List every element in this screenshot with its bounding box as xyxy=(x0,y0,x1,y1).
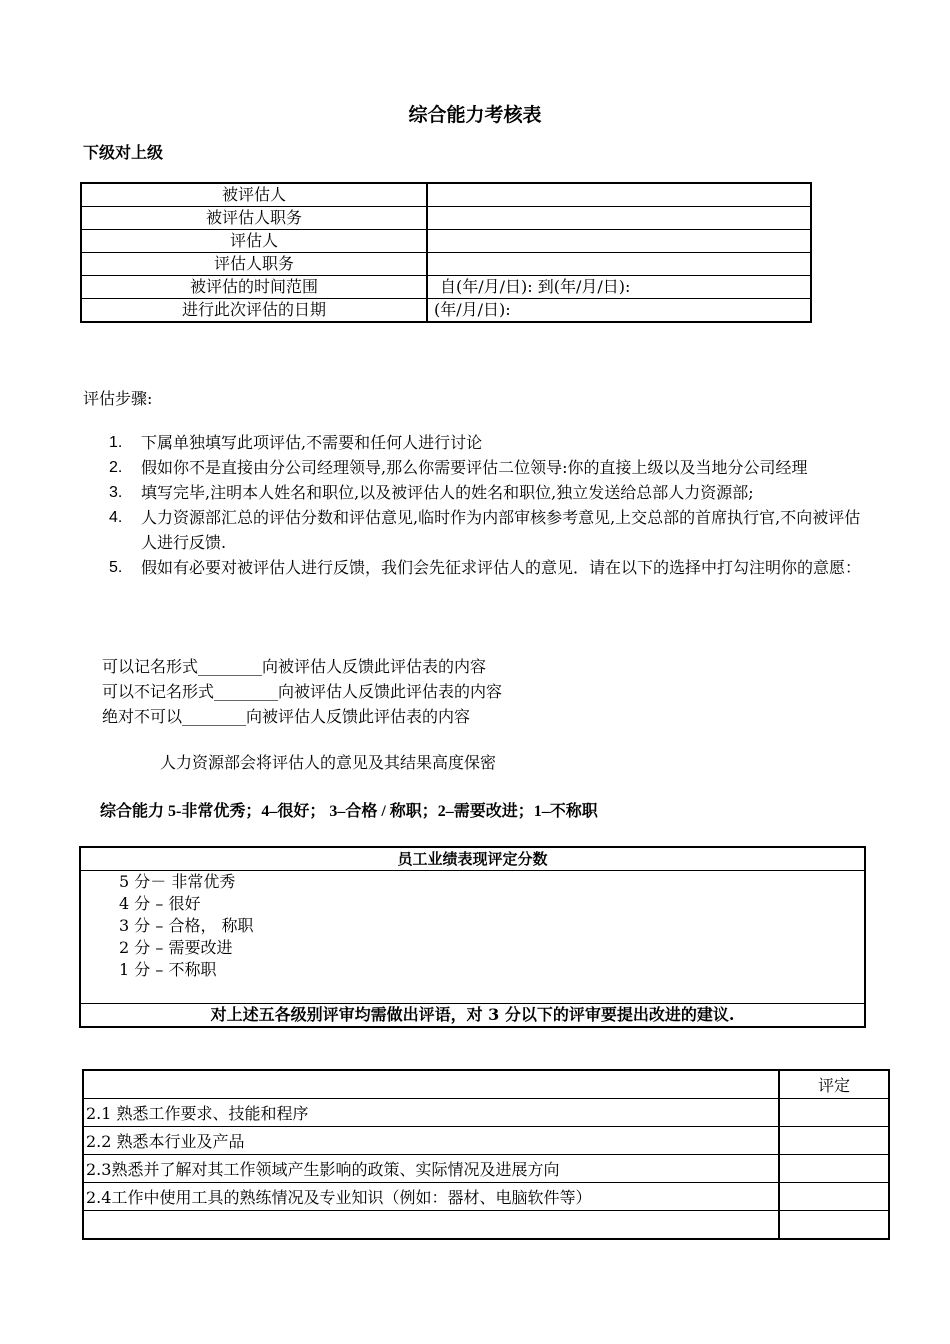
score-level: 5 分－ 非常优秀 xyxy=(119,872,236,891)
feedback-option-anonymous[interactable]: 可以不记名形式________向被评估人反馈此评估表的内容 xyxy=(102,682,503,701)
info-label: 评估人职务 xyxy=(81,253,427,276)
table-row xyxy=(83,1127,889,1155)
list-item xyxy=(109,505,869,555)
feedback-option-none[interactable]: 绝对不可以________向被评估人反馈此评估表的内容 xyxy=(102,707,471,726)
eval-item: 2.2 熟悉本行业及产品 xyxy=(83,1127,779,1155)
info-value-field[interactable]: (年/月/日): xyxy=(427,299,811,323)
table-row xyxy=(81,230,811,253)
rating-field[interactable] xyxy=(779,1127,889,1155)
eval-header-blank xyxy=(83,1070,779,1099)
step-number: 1. xyxy=(109,434,123,451)
table-row xyxy=(83,1211,889,1240)
table-row xyxy=(83,1183,889,1211)
info-value-field[interactable] xyxy=(427,183,811,207)
evaluation-table xyxy=(82,1069,890,1240)
rating-scale-line: 综合能力 5-非常优秀；4–很好； 3–合格 / 称职；2–需要改进；1–不称职 xyxy=(100,803,598,820)
info-value-field[interactable] xyxy=(427,207,811,230)
info-value-field[interactable] xyxy=(427,253,811,276)
list-item xyxy=(109,430,869,455)
info-table xyxy=(80,182,812,323)
info-value-field[interactable] xyxy=(427,230,811,253)
step-number: 2. xyxy=(109,459,123,476)
table-row xyxy=(81,299,811,323)
steps-list xyxy=(109,430,869,580)
list-item xyxy=(109,455,869,480)
rating-column-header: 评定 xyxy=(779,1070,889,1099)
info-label: 进行此次评估的日期 xyxy=(81,299,427,323)
step-text: 假如你不是直接由分公司经理领导,那么你需要评估二位领导:你的直接上级以及当地分公司经理 xyxy=(141,458,808,477)
eval-item xyxy=(83,1211,779,1240)
feedback-option-named[interactable]: 可以记名形式________向被评估人反馈此评估表的内容 xyxy=(102,657,487,676)
info-label: 被评估人 xyxy=(81,183,427,207)
eval-item: 2.3熟悉并了解对其工作领域产生影响的政策、实际情况及进展方向 xyxy=(83,1155,779,1183)
info-label: 被评估人职务 xyxy=(81,207,427,230)
table-row xyxy=(80,847,865,871)
steps-label: 评估步骤: xyxy=(83,389,153,408)
table-row xyxy=(83,1099,889,1127)
rating-field[interactable] xyxy=(779,1155,889,1183)
score-level: 2 分 – 需要改进 xyxy=(119,938,233,957)
table-row xyxy=(80,871,865,1004)
page-title: 综合能力考核表 xyxy=(408,104,542,126)
info-label: 被评估的时间范围 xyxy=(81,276,427,299)
feedback-options xyxy=(102,654,502,729)
step-text: 人力资源部汇总的评估分数和评估意见,临时作为内部审核参考意见,上交总部的首席执行官,不向被评估人进行反馈. xyxy=(141,508,861,552)
info-label: 评估人 xyxy=(81,230,427,253)
table-row xyxy=(81,276,811,299)
step-text: 假如有必要对被评估人进行反馈，我们会先征求评估人的意见．请在以下的选择中打勾注明你的意愿： xyxy=(141,558,862,577)
table-row xyxy=(81,207,811,230)
table-row xyxy=(81,183,811,207)
table-row xyxy=(83,1155,889,1183)
table-row xyxy=(83,1070,889,1099)
table-row xyxy=(80,1004,865,1028)
score-levels xyxy=(80,871,865,1004)
rating-field[interactable] xyxy=(779,1183,889,1211)
score-level: 3 分 – 合格， 称职 xyxy=(119,916,254,935)
rating-field[interactable] xyxy=(779,1211,889,1240)
page-subtitle: 下级对上级 xyxy=(83,143,164,162)
step-text: 下属单独填写此项评估,不需要和任何人进行讨论 xyxy=(141,433,483,452)
step-number: 4. xyxy=(109,509,123,526)
rating-field[interactable] xyxy=(779,1099,889,1127)
step-text: 填写完毕,注明本人姓名和职位,以及被评估人的姓名和职位,独立发送给总部人力资源部; xyxy=(141,483,754,502)
list-item xyxy=(109,555,869,580)
step-number: 5. xyxy=(109,559,123,576)
info-value-field[interactable]: 自(年/月/日): 到(年/月/日): xyxy=(427,276,811,299)
score-level: 1 分 – 不称职 xyxy=(119,960,217,979)
list-item xyxy=(109,480,869,505)
step-number: 3. xyxy=(109,484,123,501)
score-table xyxy=(79,846,866,1028)
score-level: 4 分 – 很好 xyxy=(119,894,201,913)
score-table-footer: 对上述五各级别评审均需做出评语，对 3 分以下的评审要提出改进的建议. xyxy=(80,1004,865,1028)
score-table-header: 员工业绩表现评定分数 xyxy=(80,847,865,871)
eval-item: 2.4工作中使用工具的熟练情况及专业知识（例如：器材、电脑软件等） xyxy=(83,1183,779,1211)
eval-item: 2.1 熟悉工作要求、技能和程序 xyxy=(83,1099,779,1127)
table-row xyxy=(81,253,811,276)
confidential-note: 人力资源部会将评估人的意见及其结果高度保密 xyxy=(160,753,497,772)
